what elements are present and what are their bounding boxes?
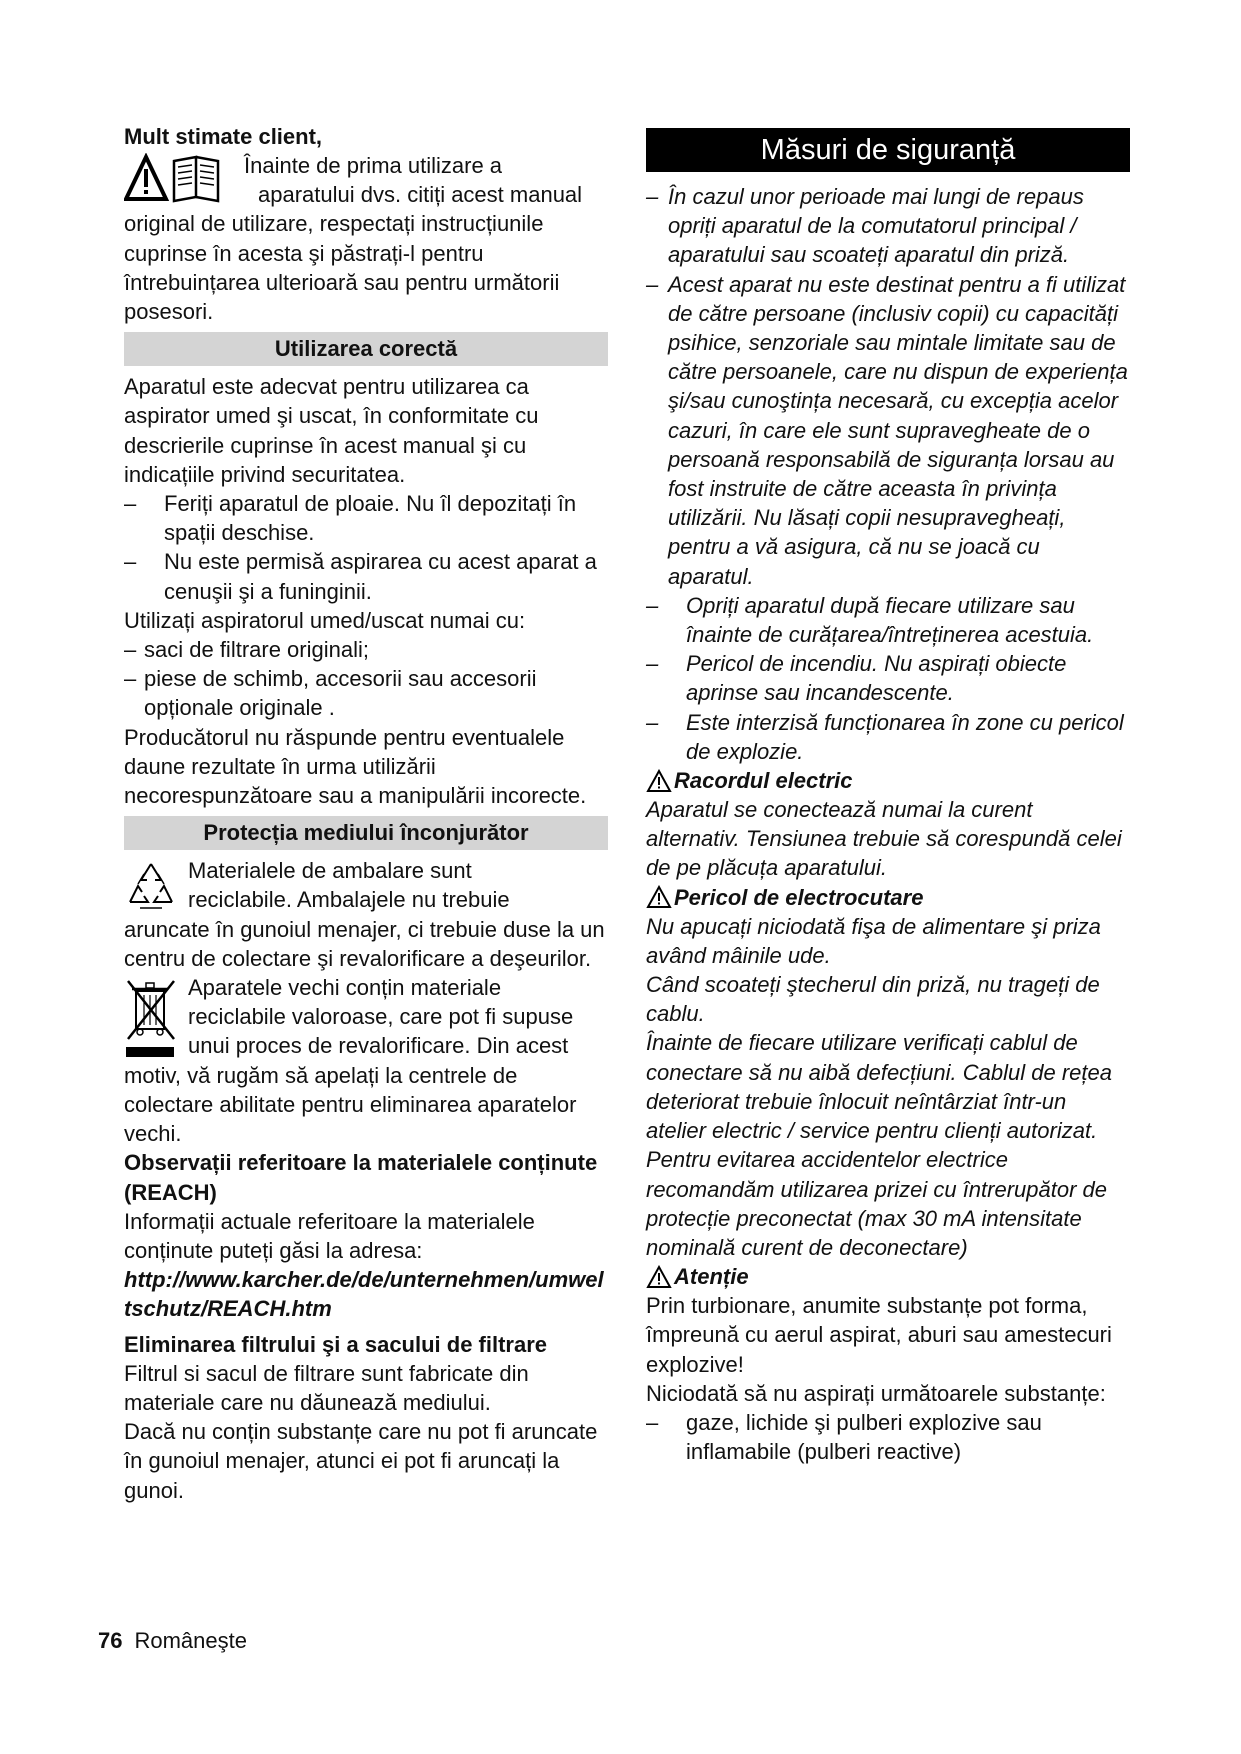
shock-p3: Înainte de fiecare utilizare verificați cablul de conectare să nu aibă defecțiuni. Cablul de rețea deteriorat trebuie înlocuit neîntârziat într-un atelier electric / service pentru clienți autorizat.: [646, 1030, 1112, 1144]
weee-rest: motiv, vă rugăm să apelați la centrele de colectare abilitate pentru eliminarea aparatelor vechi.: [124, 1062, 577, 1147]
filter-body-2: Dacă nu conțin substanțe care nu pot fi aruncate în gunoiul menajer, atunci ei pot fi aruncați la gunoi.: [124, 1419, 598, 1503]
reach-body: Informații actuale referitoare la materialele conținute puteți găsi la adresa:: [124, 1208, 535, 1263]
recycle-rest: aruncate în gunoiul menajer, ci trebuie duse la un centru de colectare şi revalorificare a deşeurilor.: [124, 916, 605, 971]
attention-p2: Niciodată să nu aspirați următoarele substanțe:: [646, 1380, 1106, 1406]
list-item: – Este interzisă funcționarea în zone cu pericol de explozie.: [646, 709, 1124, 764]
attention-heading: [646, 1262, 1130, 1291]
intro-rest: original de utilizare, respectați instrucțiunile cuprinse în acesta şi păstrați-l pentru întrebuințarea ulterioară sau pentru următorii posesori.: [124, 211, 560, 325]
weee-block: [124, 973, 608, 1061]
page-number: 76: [98, 1628, 123, 1653]
safety-title: Măsuri de siguranță: [646, 128, 1130, 172]
use-intro: Utilizați aspiratorul umed/uscat numai cu:: [124, 607, 526, 633]
intro-line-2: aparatului dvs. citiți acest manual: [258, 182, 583, 208]
left-column: [124, 122, 608, 1505]
filter-body-1: Filtrul si sacul de filtrare sunt fabricate din materiale care nu dăunează mediului.: [124, 1360, 529, 1415]
warning-manual-icon: [124, 153, 232, 205]
shock-p2: Când scoateți ştecherul din priză, nu trageți de cablu.: [646, 972, 1100, 1027]
list-item: – În cazul unor perioade mai lungi de repaus opriți aparatul de la comutatorul principal / aparatului sau scoateți aparatul din priză.: [646, 184, 1084, 268]
warning-icon: [646, 1265, 672, 1289]
weee-line-2: reciclabile valoroase, care pot fi supuse: [188, 1004, 574, 1030]
list-item: – saci de filtrare originali;: [124, 637, 369, 663]
section-env-title: Protecția mediului înconjurător: [124, 816, 608, 850]
reach-url[interactable]: http://www.karcher.de/de/unternehmen/umweltschutz/REACH.htm: [124, 1267, 604, 1322]
attention-title: Atenție: [674, 1264, 749, 1290]
list-item: – gaze, lichide şi pulberi explozive sau inflamabile (pulberi reactive): [646, 1409, 1042, 1465]
warning-icon: [646, 769, 672, 793]
shock-title: Pericol de electrocutare: [674, 884, 924, 910]
warning-icon: [646, 885, 672, 909]
list-item: – Nu este permisă aspirarea cu acest aparat a cenuşii şi a funinginii.: [124, 549, 597, 604]
weee-line-1: Aparatele vechi conțin materiale: [188, 975, 502, 1001]
list-item: – Feriți aparatul de ploaie. Nu îl depozitați în spații deschise.: [124, 491, 577, 546]
shock-p4: Pentru evitarea accidentelor electrice recomandăm utilizarea prizei cu întrerupător de protecție preconectat (max 30 mA intensitate nominală curent de deconectare): [646, 1147, 1108, 1260]
disclaimer: Producătorul nu răspunde pentru eventualele daune rezultate în urma utilizării necorespunzătoare sau a manipulării incorecte.: [124, 724, 587, 809]
weee-line-3: unui proces de revalorificare. Din acest: [188, 1033, 569, 1059]
recycle-block: [124, 856, 608, 914]
recycle-icon: [124, 860, 178, 914]
footer-language: Româneşte: [134, 1628, 247, 1653]
shock-heading: [646, 883, 1130, 912]
recycle-line-2: reciclabile. Ambalajele nu trebuie: [188, 887, 510, 913]
list-item: – Opriți aparatul după fiecare utilizare sau înainte de curățarea/întreținerea acestuia.: [646, 592, 1094, 648]
intro-line-1: Înainte de prima utilizare a: [244, 153, 503, 178]
page-footer: [98, 1628, 247, 1654]
recycle-line-1: Materialele de ambalare sunt: [188, 858, 472, 884]
electric-heading: [646, 766, 1130, 795]
list-item: – Pericol de incendiu. Nu aspirați obiecte aprinse sau incandescente.: [646, 651, 1067, 706]
electric-title: Racordul electric: [674, 768, 853, 794]
greeting: Mult stimate client,: [124, 124, 323, 149]
list-item: – Acest aparat nu este destinat pentru a fi utilizat de către persoane (inclusiv copii) cu capacități psihice, senzoriale sau mintale limitate sau de către persoanele, care nu dispun de experiența şi/sau cunoştința necesară, cu excepția acelor cazuri, în care ele sunt supravegheate de o persoană responsabilă de siguranța lorsau au fost instruite de către aceasta în privința utilizării. Nu lăsați copii nesupravegheați, pentru a vă asigura, că nu se joacă cu aparatul.: [646, 271, 1128, 589]
right-column: [646, 128, 1130, 1466]
shock-p1: Nu apucați niciodată fişa de alimentare şi priza având mâinile ude.: [646, 913, 1101, 968]
correct-use-body: Aparatul este adecvat pentru utilizarea ca aspirator umed şi uscat, în conformitate cu descrierile cuprinse în acest manual şi cu indicațiile privind securitatea.: [124, 374, 539, 487]
intro-block: [124, 151, 608, 209]
filter-title: Eliminarea filtrului şi a sacului de filtrare: [124, 1331, 548, 1357]
section-correct-use-title: Utilizarea corectă: [124, 332, 608, 366]
reach-title: Observații referitoare la materialele conținute (REACH): [124, 1150, 598, 1205]
attention-p1: Prin turbionare, anumite substanțe pot forma, împreună cu aerul aspirat, aburi sau amestecuri explozive!: [646, 1293, 1112, 1377]
electric-body: Aparatul se conectează numai la curent alternativ. Tensiunea trebuie să corespundă celei de pe plăcuța aparatului.: [646, 797, 1122, 881]
crossed-bin-icon: [124, 977, 178, 1063]
list-item: – piese de schimb, accesorii sau accesorii opționale originale .: [124, 666, 537, 721]
